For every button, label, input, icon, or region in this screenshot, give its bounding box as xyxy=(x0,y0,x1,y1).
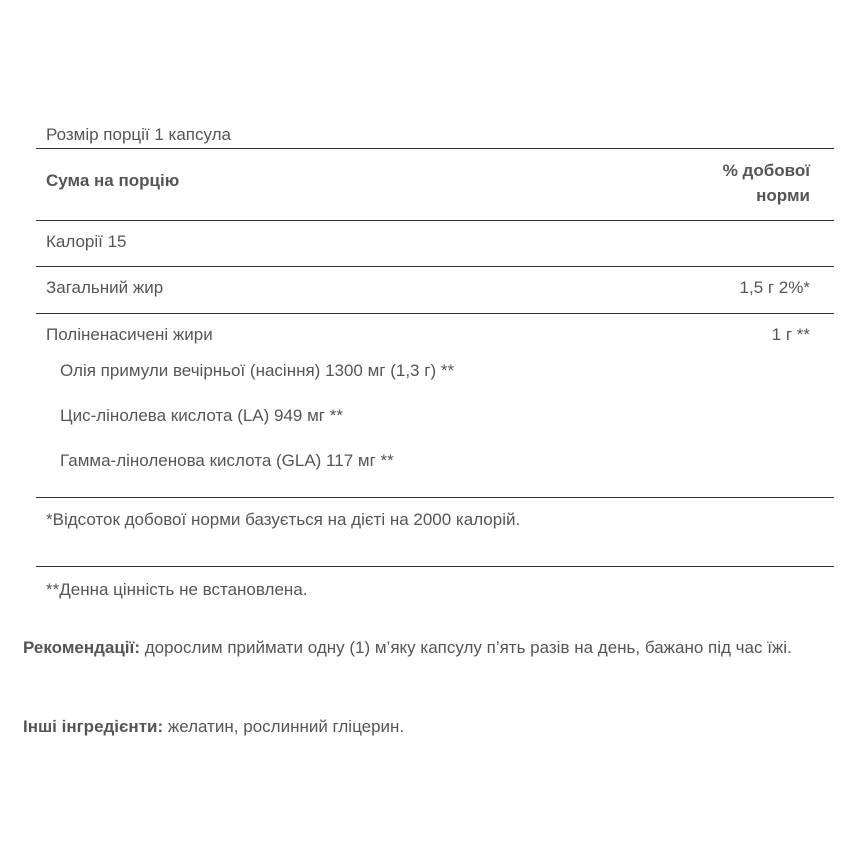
total-fat-value: 1,5 г 2%* xyxy=(739,278,810,297)
linoleic-acid-row xyxy=(36,404,834,449)
other-ingredients-text: желатин, рослинний гліцерин. xyxy=(163,717,405,736)
recommendations-paragraph xyxy=(23,635,813,660)
amount-per-serving-heading: Сума на порцію xyxy=(46,171,180,190)
daily-value-heading-line2: норми xyxy=(756,186,810,205)
polyunsaturated-fat-label: Поліненасичені жири xyxy=(46,325,213,344)
recommendations-label: Рекомендації: xyxy=(23,638,140,657)
serving-size: Розмір порції 1 капсула xyxy=(46,125,232,144)
gamma-linolenic-acid-row xyxy=(36,449,834,497)
gamma-linolenic-acid-label: Гамма-ліноленова кислота (GLA) 117 мг ** xyxy=(60,451,394,470)
total-fat-label: Загальний жир xyxy=(46,278,164,297)
linoleic-acid-label: Цис-лінолева кислота (LA) 949 мг ** xyxy=(60,406,343,425)
daily-value-footnote: *Відсоток добової норми базується на дієті на 2000 калорій. xyxy=(46,510,521,529)
evening-primrose-oil-row xyxy=(36,359,834,404)
polyunsaturated-fat-row xyxy=(36,314,834,359)
other-ingredients-label: Інші інгредієнти: xyxy=(23,717,164,736)
calories-label: Калорії 15 xyxy=(46,232,127,251)
header-row xyxy=(36,149,834,220)
not-established-footnote: **Денна цінність не встановлена. xyxy=(46,580,308,599)
daily-value-heading-line1: % добової xyxy=(722,161,810,180)
polyunsaturated-fat-value: 1 г ** xyxy=(771,325,810,344)
recommendations-text: дорослим приймати одну (1) м’яку капсулу п’ять разів на день, бажано під час їжі. xyxy=(139,638,792,657)
supplement-facts-panel xyxy=(36,114,834,617)
evening-primrose-oil-label: Олія примули вечірньої (насіння) 1300 мг (1,3 г) ** xyxy=(60,361,455,380)
other-ingredients-paragraph xyxy=(23,714,813,739)
daily-value-heading xyxy=(723,158,810,208)
total-fat-row xyxy=(36,267,834,313)
calories-row xyxy=(36,221,834,266)
